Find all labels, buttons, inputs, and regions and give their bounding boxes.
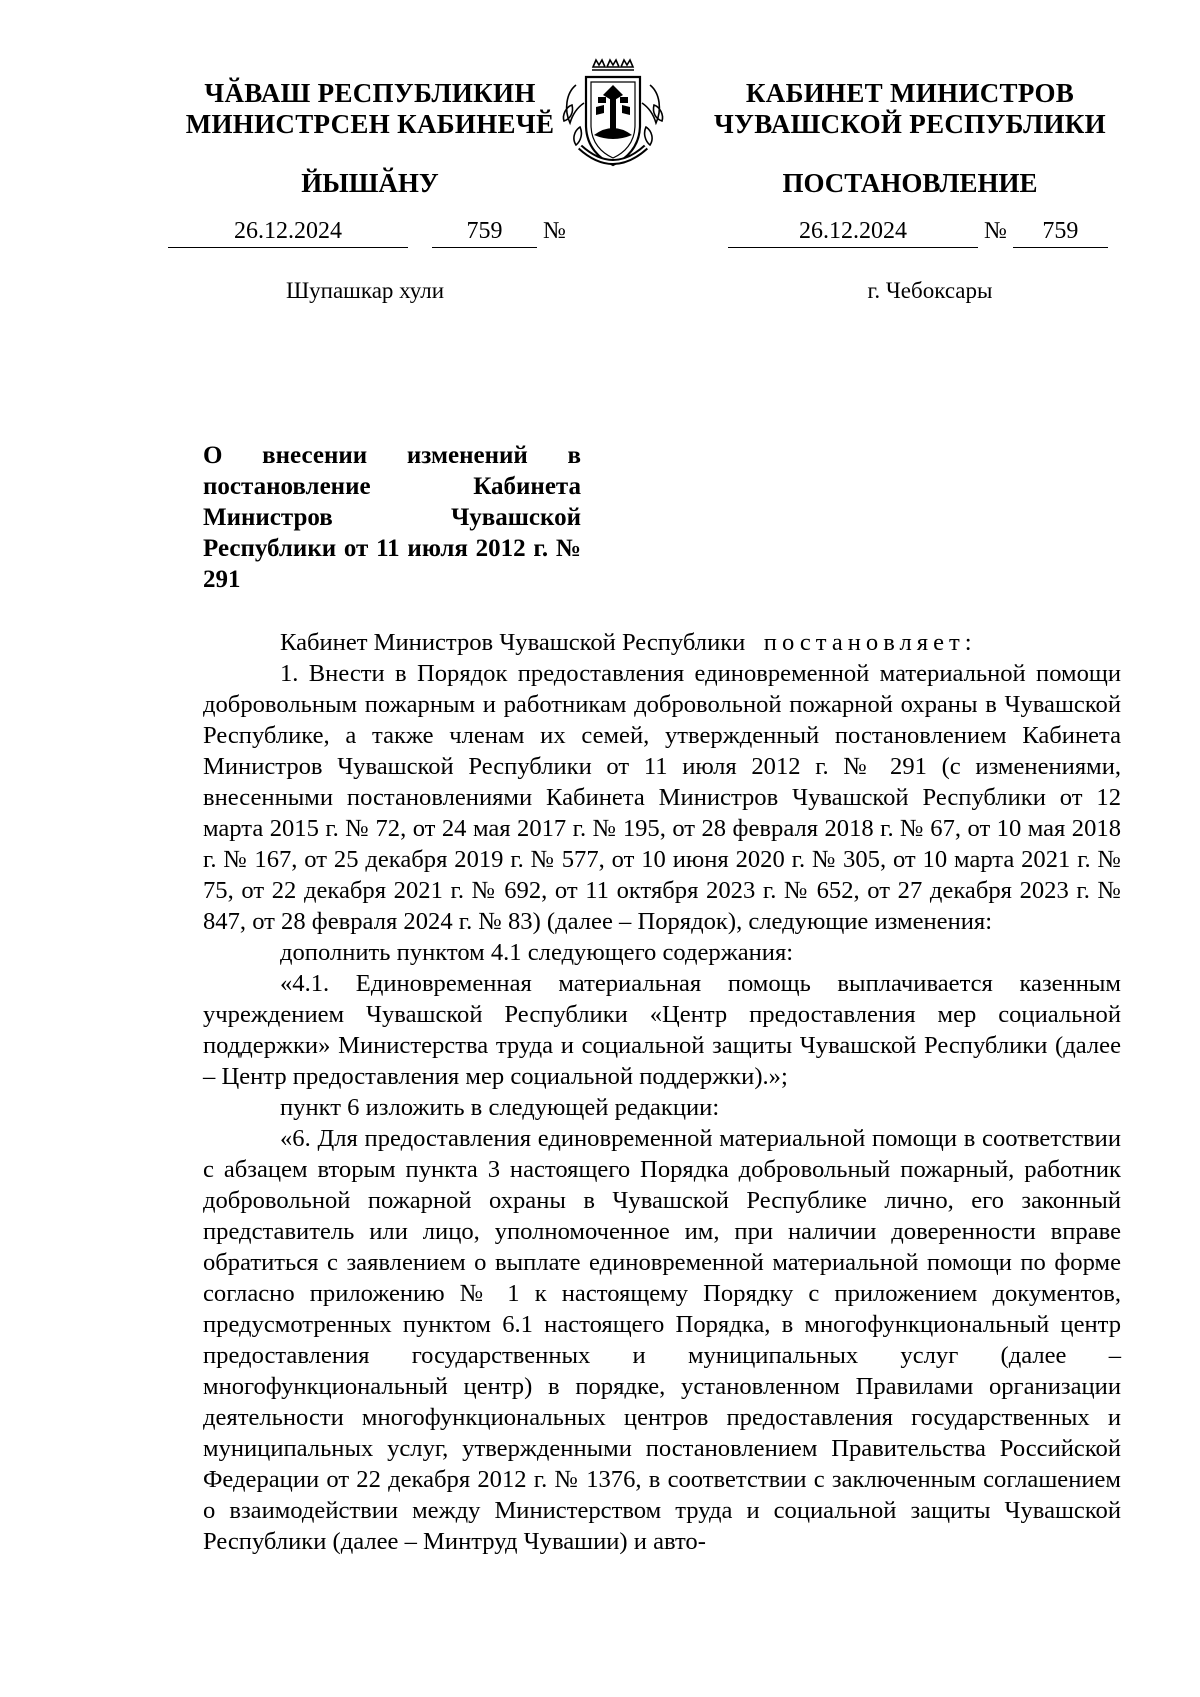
header-left-line1: ЧӐВАШ РЕСПУБЛИКИН bbox=[204, 78, 536, 108]
paragraph-3: «4.1. Единовременная материальная помощь выплачивается казенным учреждением Чувашской Республики «Центр предоставления мер социальной поддержки» Министерства труда и социальной защиты Чувашской Республики (далее – Центр предоставления мер социальной поддержки).»; bbox=[203, 970, 1121, 1090]
header-left-line2: МИНИСТРСЕН КАБИНЕЧӖ bbox=[185, 109, 555, 139]
header-left-number-sign: № bbox=[543, 218, 566, 244]
header-right-city: г. Чебоксары bbox=[867, 278, 993, 303]
header-left-number: 759 bbox=[432, 218, 537, 248]
header-right-date: 26.12.2024 bbox=[728, 218, 978, 248]
header-left bbox=[150, 78, 590, 199]
header-left-date-line bbox=[168, 218, 566, 248]
header-right-number: 759 bbox=[1013, 218, 1108, 248]
intro-text: Кабинет Министров Чувашской Республики bbox=[280, 629, 746, 656]
header-right bbox=[690, 78, 1130, 199]
chuvash-coat-of-arms-icon bbox=[558, 55, 668, 180]
header-left-doc-type: ЙЫШӐНУ bbox=[301, 168, 439, 198]
intro-verb: постановляет: bbox=[763, 629, 977, 656]
header-right-line2: ЧУВАШСКОЙ РЕСПУБЛИКИ bbox=[714, 109, 1106, 139]
paragraph-2: дополнить пунктом 4.1 следующего содержания: bbox=[280, 939, 794, 966]
intro-paragraph bbox=[203, 627, 1121, 658]
paragraph-4: пункт 6 изложить в следующей редакции: bbox=[280, 1094, 720, 1121]
header-right-doc-type: ПОСТАНОВЛЕНИЕ bbox=[782, 168, 1038, 198]
document-body bbox=[203, 627, 1121, 1557]
header-left-date: 26.12.2024 bbox=[168, 218, 408, 248]
header-right-line1: КАБИНЕТ МИНИСТРОВ bbox=[745, 78, 1075, 108]
header-right-number-sign: № bbox=[984, 218, 1007, 244]
header-left-city: Шупашкар хули bbox=[285, 278, 445, 303]
header-right-date-line bbox=[728, 218, 1108, 248]
paragraph-1: 1. Внести в Порядок предоставления единовременной материальной помощи добровольным пожарным и работникам добровольной пожарной охраны в Чувашской Республике, а также членам их семей, утвержденный постановлением Кабинета Министров Чувашской Республики от 11 июля 2012 г. № 291 (с изменениями, внесенными постановлениями Кабинета Министров Чувашской Республики от 12 марта 2015 г. № 72, от 24 мая 2017 г. № 195, от 28 февраля 2018 г. № 67, от 10 мая 2018 г. № 167, от 25 декабря 2019 г. № 577, от 10 июня 2020 г. № 305, от 10 марта 2021 г. № 75, от 22 декабря 2021 г. № 692, от 11 октября 2023 г. № 652, от 27 декабря 2023 г. № 847, от 28 февраля 2024 г. № 83) (далее – Порядок), следующие изменения: bbox=[203, 660, 1121, 935]
paragraph-5: «6. Для предоставления единовременной материальной помощи в соответствии с абзацем вторым пункта 3 настоящего Порядка добровольный пожарный, работник добровольной пожарной охраны в Чувашской Республике лично, его законный представитель или лицо, уполномоченное им, при наличии доверенности вправе обратиться с заявлением о выплате единовременной материальной помощи по форме согласно приложению № 1 к настоящему Порядку с приложением документов, предусмотренных пунктом 6.1 настоящего Порядка, в многофункциональный центр предоставления государственных и муниципальных услуг (далее – многофункциональный центр) в порядке, установленном Правилами организации деятельности многофункциональных центров предоставления государственных и муниципальных услуг, утвержденными постановлением Правительства Российской Федерации от 22 декабря 2012 г. № 1376, в соответствии с заключенным соглашением о взаимодействии между Министерством труда и социальной защиты Чувашской Республики (далее – Минтруд Чувашии) и авто- bbox=[203, 1125, 1121, 1555]
document-subject: О внесении изменений в постановление Кабинета Министров Чувашской Республики от 11 июля 2012 г. № 291 bbox=[203, 442, 581, 593]
